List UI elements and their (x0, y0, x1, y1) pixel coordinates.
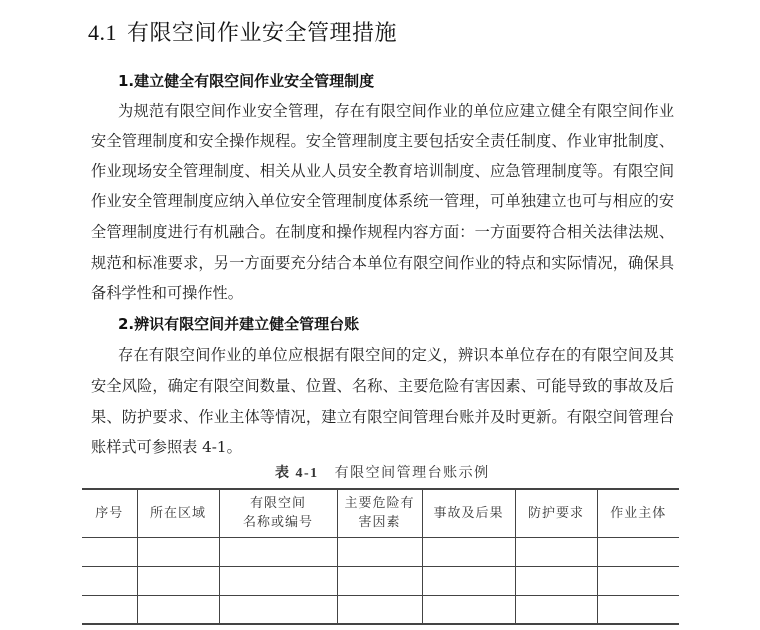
table-cell (422, 566, 515, 595)
table-cell (219, 537, 337, 566)
table-cell (515, 566, 597, 595)
header-text: 序号 (95, 505, 124, 521)
header-text: 所在区域 (149, 505, 206, 521)
table-cell (137, 595, 219, 624)
subsection-heading-2: 2.辨识有限空间并建立健全管理台账 (118, 315, 360, 333)
header-cell (515, 489, 597, 537)
header-text: 作业主体 (610, 505, 667, 521)
subsection-heading-1: 1.建立健全有限空间作业安全管理制度 (118, 72, 375, 90)
paragraph-line: 规范和标准要求，另一方面要充分结合本单位有限空间作业的特点和实际情况，确保具 (91, 254, 674, 272)
table-cell (337, 595, 422, 624)
header-cell (137, 489, 219, 537)
table-cell (137, 566, 219, 595)
paragraph-line: 全管理制度进行有机融合。在制度和操作规程内容方面：一方面要符合相关法律法规、 (91, 223, 674, 241)
table-caption (275, 462, 490, 482)
table-cell (219, 566, 337, 595)
section-title-text: 有限空间作业安全管理措施 (127, 21, 398, 46)
table-cell (219, 595, 337, 624)
section-number: 4.1 (88, 20, 117, 45)
paragraph-line: 备科学性和可操作性。 (91, 284, 243, 302)
table-caption-title: 有限空间管理台账示例 (334, 465, 490, 481)
section-title (88, 16, 397, 47)
table-cell (82, 595, 137, 624)
table-row (82, 566, 679, 595)
ledger-table (82, 488, 679, 625)
paragraph-line: 作业现场安全管理制度、相关从业人员安全教育培训制度、应急管理制度等。有限空间 (91, 162, 674, 180)
paragraph-line: 存在有限空间作业的单位应根据有限空间的定义，辨识本单位存在的有限空间及其 (118, 346, 674, 364)
paragraph-line: 作业安全管理制度应纳入单位安全管理制度体系统一管理，可单独建立也可与相应的安 (91, 192, 674, 210)
table-caption-number: 表 4-1 (275, 466, 319, 481)
header-text: 主要危险有 害因素 (344, 496, 415, 531)
table-header-row (82, 489, 679, 537)
table-cell (597, 595, 679, 624)
table-row (82, 595, 679, 624)
header-text: 有限空间 名称或编号 (242, 496, 313, 531)
table-cell (515, 537, 597, 566)
table-row (82, 537, 679, 566)
table-cell (337, 537, 422, 566)
header-cell (82, 489, 137, 537)
table-cell (597, 566, 679, 595)
header-cell (219, 489, 337, 537)
table-cell (82, 566, 137, 595)
table-cell (82, 537, 137, 566)
header-text: 防护要求 (527, 505, 584, 521)
header-cell (337, 489, 422, 537)
table-cell (422, 595, 515, 624)
table-cell (137, 537, 219, 566)
paragraph-line: 果、防护要求、作业主体等情况，建立有限空间管理台账并及时更新。有限空间管理台 (91, 408, 674, 426)
table-cell (422, 537, 515, 566)
header-text: 事故及后果 (433, 505, 504, 521)
header-cell (597, 489, 679, 537)
paragraph-line: 安全风险，确定有限空间数量、位置、名称、主要危险有害因素、可能导致的事故及后 (91, 377, 674, 395)
paragraph-line: 为规范有限空间作业安全管理，存在有限空间作业的单位应建立健全有限空间作业 (118, 102, 674, 120)
table-cell (337, 566, 422, 595)
header-cell (422, 489, 515, 537)
paragraph-line: 安全管理制度和安全操作规程。安全管理制度主要包括安全责任制度、作业审批制度、 (91, 132, 674, 150)
table-cell (597, 537, 679, 566)
paragraph-line: 账样式可参照表 4-1。 (91, 438, 242, 456)
table-cell (515, 595, 597, 624)
